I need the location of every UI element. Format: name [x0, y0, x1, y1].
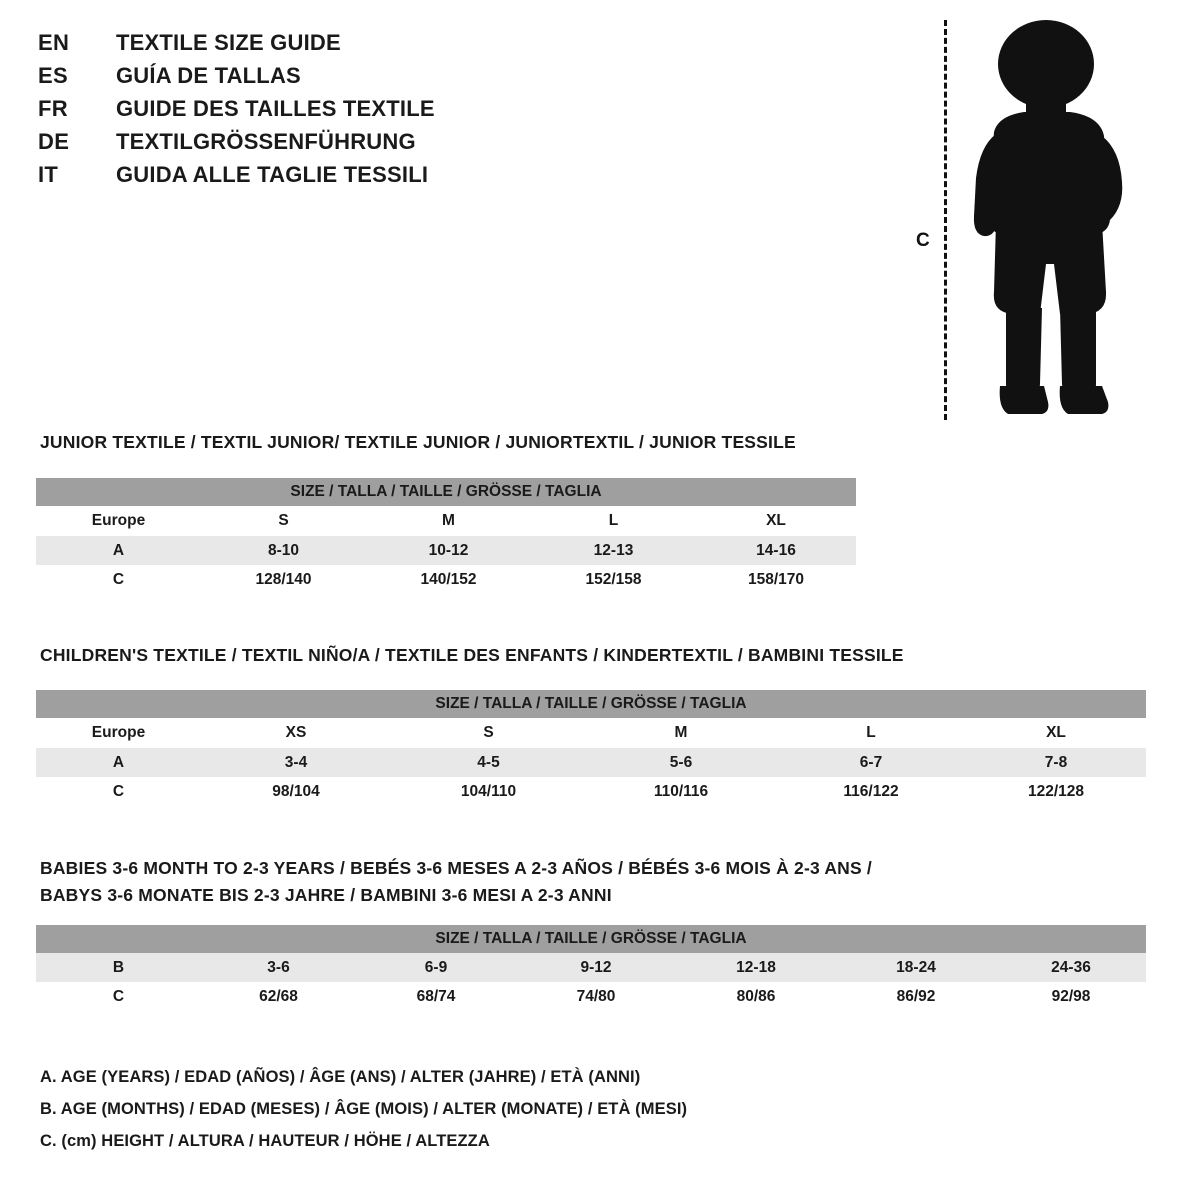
title-text-fr: GUIDE DES TAILLES TEXTILE — [116, 96, 435, 121]
babies-row-b-label: B — [36, 953, 201, 982]
babies-row-c-value-0: 62/68 — [201, 982, 356, 1011]
title-text-it: GUIDA ALLE TAGLIE TESSILI — [116, 162, 429, 187]
title-lang-en: EN — [38, 30, 70, 55]
junior-size-m: M — [366, 506, 531, 536]
junior-row-c-label: C — [36, 565, 201, 594]
junior-table-band — [36, 478, 856, 506]
title-lang-de: DE — [38, 129, 70, 154]
section-heading-babies — [40, 858, 872, 906]
title-text-en: TEXTILE SIZE GUIDE — [116, 30, 341, 55]
babies-row-c-value-5: 92/98 — [996, 982, 1146, 1011]
height-marker-label: C — [916, 230, 930, 251]
title-row-fr — [38, 96, 638, 122]
junior-size-l: L — [531, 506, 696, 536]
junior-row-a-value-1: 10-12 — [366, 536, 531, 565]
children-row-a-value-1: 4-5 — [391, 748, 586, 777]
babies-row-b-value-3: 12-18 — [676, 953, 836, 982]
height-dashed-line — [944, 20, 947, 420]
children-size-table — [36, 690, 1146, 806]
children-size-m: M — [586, 718, 776, 748]
title-row-it — [38, 162, 638, 188]
children-row-c-label: C — [36, 777, 201, 806]
title-text-de: TEXTILGRÖSSENFÜHRUNG — [116, 129, 416, 154]
babies-heading-line2: BABYS 3-6 MONATE BIS 2-3 JAHRE / BAMBINI 3-6 MESI A 2-3 ANNI — [40, 885, 612, 905]
babies-size-table — [36, 925, 1146, 1011]
section-heading-children: CHILDREN'S TEXTILE / TEXTIL NIÑO/A / TEXTILE DES ENFANTS / KINDERTEXTIL / BAMBINI TESSILE — [40, 645, 904, 665]
children-row-a-value-0: 3-4 — [201, 748, 391, 777]
footnote-c: C. (cm) HEIGHT / ALTURA / HAUTEUR / HÖHE / ALTEZZA — [40, 1132, 490, 1150]
children-row-c-value-0: 98/104 — [201, 777, 391, 806]
children-band-label: SIZE / TALLA / TAILLE / GRÖSSE / TAGLIA — [36, 690, 1146, 718]
babies-row-c-value-4: 86/92 — [836, 982, 996, 1011]
footnote-b: B. AGE (MONTHS) / EDAD (MESES) / ÂGE (MOIS) / ALTER (MONATE) / ETÀ (MESI) — [40, 1100, 688, 1118]
children-header-row — [36, 718, 1146, 748]
junior-row-a-value-2: 12-13 — [531, 536, 696, 565]
babies-row-b — [36, 953, 1146, 982]
children-row-c-value-3: 116/122 — [776, 777, 966, 806]
children-row-c-value-1: 104/110 — [391, 777, 586, 806]
child-silhouette-icon — [950, 16, 1150, 426]
children-row-c — [36, 777, 1146, 806]
children-row-c-value-4: 122/128 — [966, 777, 1146, 806]
children-size-l: L — [776, 718, 966, 748]
children-row-a-value-4: 7-8 — [966, 748, 1146, 777]
children-size-xl: XL — [966, 718, 1146, 748]
children-row-a-value-3: 6-7 — [776, 748, 966, 777]
junior-header-row — [36, 506, 856, 536]
title-block — [38, 30, 638, 195]
title-row-en — [38, 30, 638, 56]
title-lang-fr: FR — [38, 96, 68, 121]
babies-heading-line1: BABIES 3-6 MONTH TO 2-3 YEARS / BEBÉS 3-6 MESES A 2-3 AÑOS / BÉBÉS 3-6 MOIS À 2-3 ANS / — [40, 858, 872, 878]
junior-size-s: S — [201, 506, 366, 536]
footnotes — [40, 1068, 1040, 1164]
babies-band-label: SIZE / TALLA / TAILLE / GRÖSSE / TAGLIA — [36, 925, 1146, 953]
children-row-a — [36, 748, 1146, 777]
children-row-a-value-2: 5-6 — [586, 748, 776, 777]
title-lang-es: ES — [38, 63, 68, 88]
junior-band-label: SIZE / TALLA / TAILLE / GRÖSSE / TAGLIA — [36, 478, 856, 506]
junior-row-c-value-1: 140/152 — [366, 565, 531, 594]
babies-table-band — [36, 925, 1146, 953]
babies-row-b-value-1: 6-9 — [356, 953, 516, 982]
babies-row-c-value-3: 80/86 — [676, 982, 836, 1011]
height-figure — [900, 12, 1160, 432]
section-heading-junior: JUNIOR TEXTILE / TEXTIL JUNIOR/ TEXTILE JUNIOR / JUNIORTEXTIL / JUNIOR TESSILE — [40, 432, 796, 452]
junior-row-c-value-0: 128/140 — [201, 565, 366, 594]
junior-row-a-value-0: 8-10 — [201, 536, 366, 565]
babies-row-b-value-5: 24-36 — [996, 953, 1146, 982]
children-header-label: Europe — [36, 718, 201, 748]
babies-row-c — [36, 982, 1146, 1011]
children-size-xs: XS — [201, 718, 391, 748]
title-text-es: GUÍA DE TALLAS — [116, 63, 301, 88]
babies-row-b-value-2: 9-12 — [516, 953, 676, 982]
junior-row-c-value-2: 152/158 — [531, 565, 696, 594]
babies-row-c-value-2: 74/80 — [516, 982, 676, 1011]
junior-row-c — [36, 565, 856, 594]
babies-row-c-value-1: 68/74 — [356, 982, 516, 1011]
junior-header-label: Europe — [36, 506, 201, 536]
babies-row-c-label: C — [36, 982, 201, 1011]
title-lang-it: IT — [38, 162, 59, 187]
children-table-band — [36, 690, 1146, 718]
junior-row-c-value-3: 158/170 — [696, 565, 856, 594]
junior-size-table — [36, 478, 856, 594]
footnote-a: A. AGE (YEARS) / EDAD (AÑOS) / ÂGE (ANS) / ALTER (JAHRE) / ETÀ (ANNI) — [40, 1068, 641, 1086]
babies-row-b-value-0: 3-6 — [201, 953, 356, 982]
title-row-de — [38, 129, 638, 155]
children-row-a-label: A — [36, 748, 201, 777]
junior-row-a-value-3: 14-16 — [696, 536, 856, 565]
babies-row-b-value-4: 18-24 — [836, 953, 996, 982]
children-size-s: S — [391, 718, 586, 748]
junior-row-a-label: A — [36, 536, 201, 565]
junior-row-a — [36, 536, 856, 565]
children-row-c-value-2: 110/116 — [586, 777, 776, 806]
title-row-es — [38, 63, 638, 89]
junior-size-xl: XL — [696, 506, 856, 536]
